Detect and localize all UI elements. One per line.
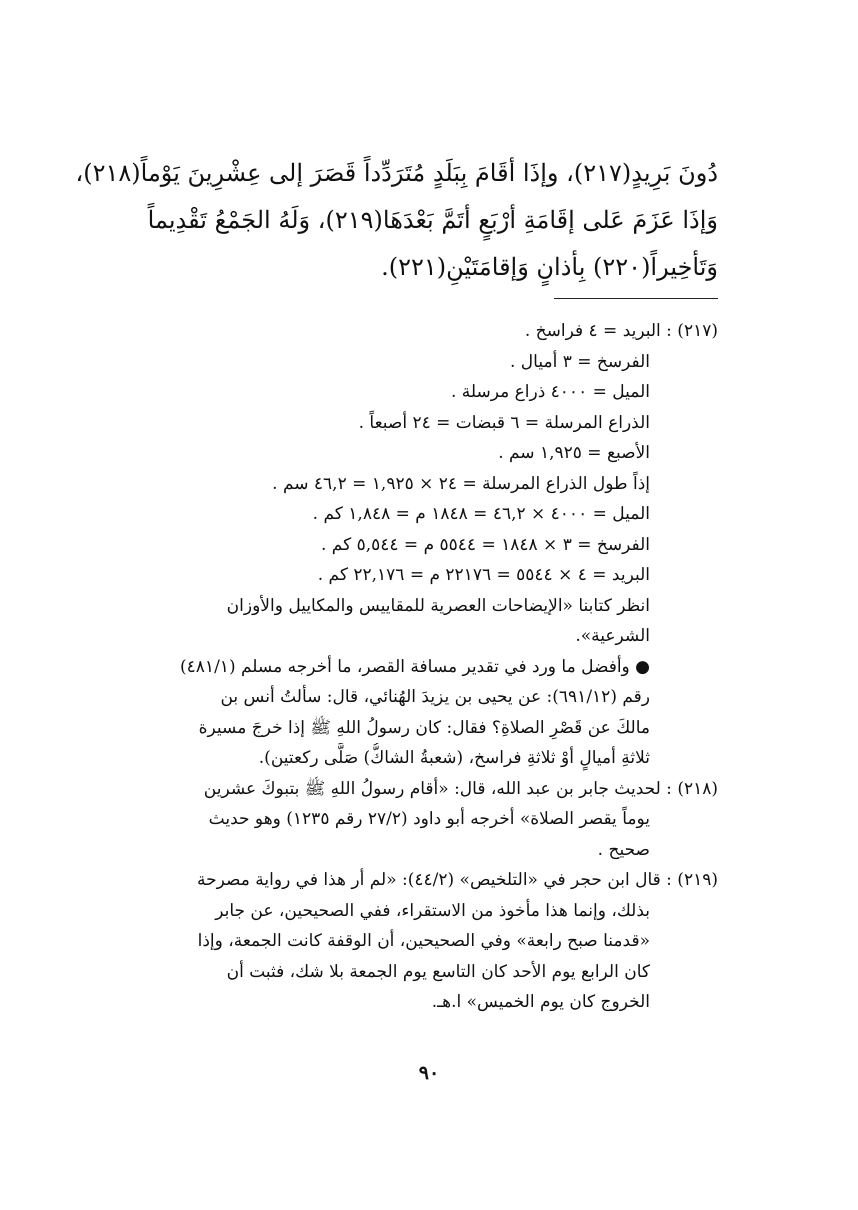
page-number: ٩٠	[418, 1062, 440, 1084]
footnote-line: مالكَ عن قَصْرِ الصلاةِ؟ فقال: كان رسولُ اللهِ ﷺ إذا خرجَ مسيرة	[198, 717, 650, 738]
footnote-line: انظر كتابنا «الإيضاحات العصرية للمقاييس والمكاييل والأوزان	[226, 595, 650, 616]
footnote-line: الميل = ٤٠٠٠ × ٤٦,٢ = ١٨٤٨ م = ١,٨٤٨ كم .	[312, 504, 650, 524]
footnote-line: إذاً طول الذراع المرسلة = ٢٤ × ١,٩٢٥ = ٤٦,٢ سم .	[272, 473, 650, 494]
main-verse-text	[75, 150, 718, 291]
footnote-218-heading: (٢١٨) : لحديث جابر بن عبد الله، قال: «أقام رسولُ اللهِ ﷺ بتبوكَ عشرين	[203, 778, 718, 799]
footnote-line: ثلاثةِ أميالٍ أوْ ثلاثةِ فراسخ، (شعبةُ الشاكُّ) صَلَّى ركعتين).	[258, 748, 650, 768]
footnote-line: يوماً يقصر الصلاة» أخرجه أبو داود (٢٧/٢ رقم ١٢٣٥) وهو حديث	[208, 809, 650, 829]
footnote-line: الخروج كان يوم الخميس» ا.هـ.	[431, 992, 650, 1012]
footnote-217-heading: (٢١٧) : البريد = ٤ فراسخ .	[524, 321, 718, 341]
footnote-line: صحيح .	[597, 839, 650, 860]
footnote-separator	[554, 298, 718, 299]
footnote-line: «قدمنا صبح رابعة» وفي الصحيحين، أن الوقفة كانت الجمعة، وإذا	[197, 931, 650, 951]
footnote-line: بذلك، وإنما هذا مأخوذ من الاستقراء، ففي الصحيحين، عن جابر	[215, 900, 650, 921]
footnote-line: الشرعية».	[575, 626, 650, 646]
footnote-line: رقم (٦٩١/١٢): عن يحيى بن يزيدَ الهُنائي، قال: سألتُ أنس بن	[220, 687, 650, 707]
verse-line: وَإذَا عَزَمَ عَلى إقَامَةِ أرْبَعٍ أتَمَّ بَعْدَهَا(٢١٩)، وَلَهُ الجَمْعُ تَقْدِيماً	[147, 206, 718, 234]
footnote-line: الذراع المرسلة = ٦ قبضات = ٢٤ أصبعاً .	[358, 412, 650, 433]
footnotes	[148, 316, 718, 1018]
footnote-line: الميل = ٤٠٠٠ ذراع مرسلة .	[450, 382, 650, 402]
footnote-line: الفرسخ = ٣ × ١٨٤٨ = ٥٥٤٤ م = ٥,٥٤٤ كم .	[320, 534, 650, 555]
verse-line: وَتَأخِيراً(٢٢٠) بِأذانٍ وَإقامَتَيْنِ(٢٢١).	[381, 253, 718, 281]
footnote-line: البريد = ٤ × ٥٥٤٤ = ٢٢١٧٦ م = ٢٢,١٧٦ كم .	[317, 565, 650, 585]
footnote-line: الفرسخ = ٣ أميال .	[510, 351, 650, 372]
verse-line: دُونَ بَرِيدٍ(٢١٧)، وإذَا أقَامَ بِبَلَدٍ مُتَرَدِّداً قَصَرَ إلى عِشْرِينَ يَوْماً(٢١٨)،	[75, 159, 718, 187]
footnote-bullet-line: ● وأفضل ما ورد في تقدير مسافة القصر، ما أخرجه مسلم (٤٨١/١)	[180, 656, 650, 677]
footnote-line: الأصبع = ١,٩٢٥ سم .	[498, 443, 650, 463]
footnote-line: كان الرابع يوم الأحد كان التاسع يوم الجمعة بلا شك، فثبت أن	[226, 961, 650, 982]
footnote-219-heading: (٢١٩) : قال ابن حجر في «التلخيص» (٤٤/٢): «لم أر هذا في رواية مصرحة	[197, 870, 718, 890]
